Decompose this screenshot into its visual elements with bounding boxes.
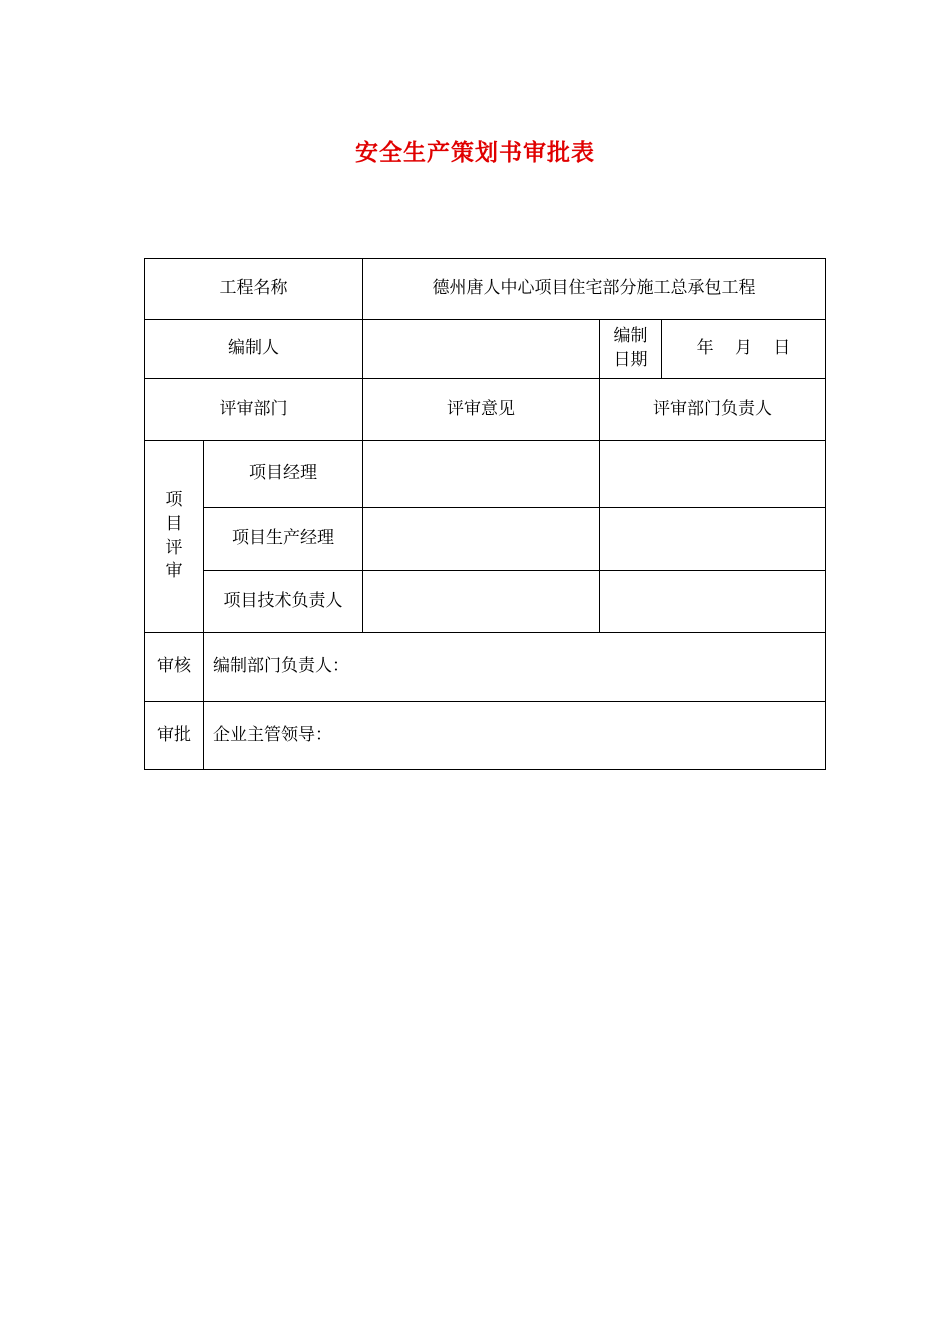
- compile-date-label: [600, 320, 662, 379]
- audit-row: [145, 633, 826, 702]
- responsible-cell: [600, 571, 826, 633]
- reviewer-row: [145, 571, 826, 633]
- reviewer-label: 项目技术负责人: [204, 571, 363, 633]
- compile-date-label-line1: 编制: [613, 326, 648, 347]
- reviewer-row: [145, 441, 826, 508]
- compiler-label: 编制人: [145, 320, 363, 379]
- review-group-char: 目: [165, 513, 183, 534]
- project-name-row: [145, 259, 826, 320]
- review-group-char: 审: [165, 561, 183, 582]
- reviewer-label: 项目经理: [204, 441, 363, 508]
- approve-label: 审批: [145, 702, 204, 770]
- approve-value: 企业主管领导：: [204, 702, 826, 770]
- compile-date-value: [662, 320, 826, 379]
- audit-value: 编制部门负责人：: [204, 633, 826, 702]
- responsible-cell: [600, 508, 826, 571]
- opinion-cell: [363, 441, 600, 508]
- date-month: 月: [735, 338, 752, 359]
- review-header-row: [145, 379, 826, 441]
- compiler-row: [145, 320, 826, 379]
- review-group-char: 项: [165, 489, 183, 510]
- review-group-label: [145, 441, 204, 633]
- approval-table: [144, 258, 826, 770]
- responsible-cell: [600, 441, 826, 508]
- audit-label: 审核: [145, 633, 204, 702]
- approve-row: [145, 702, 826, 770]
- page-title: 安全生产策划书审批表: [355, 139, 595, 166]
- col-header-opinion: 评审意见: [363, 379, 600, 441]
- review-group-char: 评: [165, 537, 183, 558]
- opinion-cell: [363, 508, 600, 571]
- compile-date-label-line2: 日期: [613, 350, 648, 370]
- date-year: 年: [696, 338, 714, 359]
- opinion-cell: [363, 571, 600, 633]
- project-name-label: 工程名称: [145, 259, 363, 320]
- project-name-value: 德州唐人中心项目住宅部分施工总承包工程: [363, 259, 826, 320]
- compiler-value: [363, 320, 600, 379]
- col-header-responsible: 评审部门负责人: [600, 379, 826, 441]
- col-header-dept: 评审部门: [145, 379, 363, 441]
- reviewer-label: 项目生产经理: [204, 508, 363, 571]
- date-day: 日: [773, 338, 791, 359]
- reviewer-row: [145, 508, 826, 571]
